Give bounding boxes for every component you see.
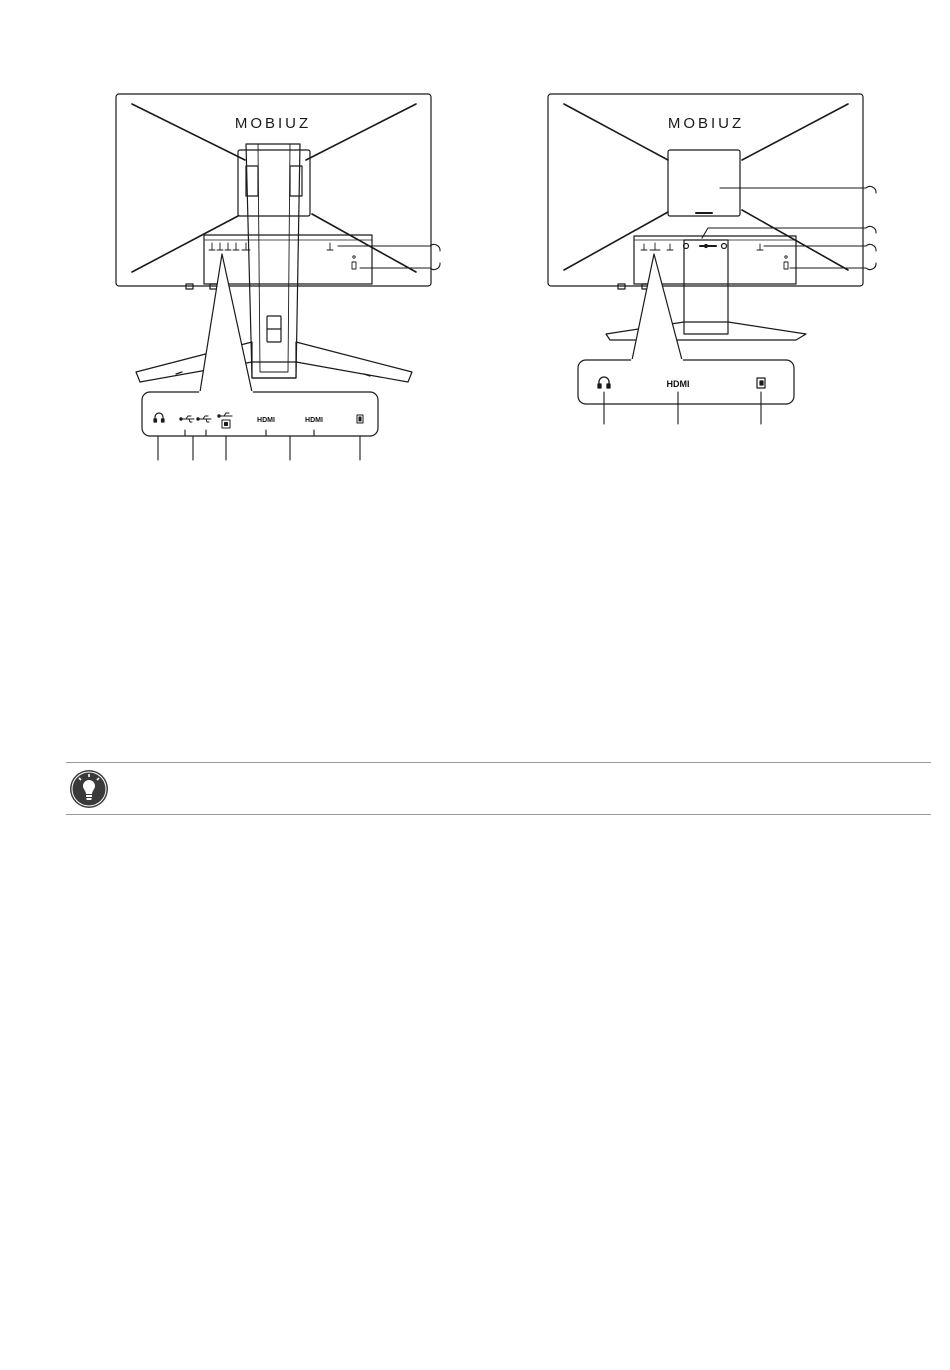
lightbulb-icon [69,769,109,809]
right-monitor-rear [548,94,876,424]
hdmi-label-2: HDMI [305,417,323,424]
hdmi-label-1: HDMI [257,417,275,424]
tip-bar [66,762,931,815]
right-brand-logo: MOBIUZ [667,115,745,132]
left-monitor-rear [116,94,440,460]
left-brand-logo: MOBIUZ [234,115,312,132]
hdmi-label-right: HDMI [666,379,690,389]
left-port-detail-box [142,392,378,436]
